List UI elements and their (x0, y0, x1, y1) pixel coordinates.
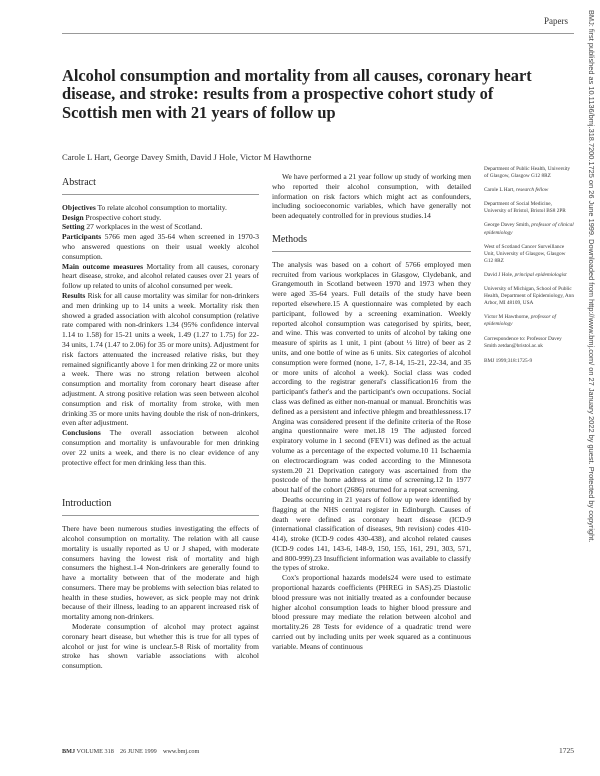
affiliation-person: George Davey Smith, (484, 222, 530, 229)
footer-info: VOLUME 318 26 JUNE 1999 www.bmj.com (76, 748, 200, 755)
abstract-label: Setting (62, 222, 85, 232)
article-title: Alcohol consumption and mortality from all causes, coronary heart disease, and stroke: results from a prospective cohort study of Scottish men with 21 years of follow up (62, 65, 532, 122)
affiliation (484, 286, 574, 307)
affiliation-role: professor of clinical epidemiology (484, 222, 574, 236)
article-authors: Carole L Hart, George Davey Smith, David J Hole, Victor M Hawthorne (62, 152, 312, 162)
affiliations-column (484, 166, 574, 372)
affiliation-text: University of Michigan, School of Public Health, Department of Epidemiology, Ann Arbor, MI 48109, USA (484, 286, 574, 307)
left-column (62, 172, 259, 671)
abstract-item (62, 213, 259, 223)
copyright-sidebar (584, 10, 598, 570)
abstract-text: 27 workplaces in the west of Scotland. (86, 222, 203, 232)
page-number: 1725 (559, 746, 574, 755)
affiliation (484, 222, 574, 236)
abstract-item (62, 262, 259, 291)
middle-column (272, 172, 471, 652)
abstract-text: 5766 men aged 35-64 when screened in 1970-3 who answered questions on their usual weekly alcohol consumption. (62, 232, 259, 261)
abstract-text: The overall association between alcohol consumption and mortality is unfavourable for men drinking over 22 units a week, and there is no clear evidence of any protective effect for men drinking less than this. (62, 428, 259, 467)
methods-paragraph: Deaths occurring in 21 years of follow up were identified by flagging at the NHS central register in Edinburgh. Causes of death were defined as coronary heart disease (ICD-9 (international classification of diseases, 9th revision) codes 410-414), stroke (ICD-9 codes 430-438), and alcohol related causes (ICD-9 codes 141, 143-6, 148-9, 150, 155, 161, 291, 303, 571, and 800-999).23 Insufficient information was available to classify the types of stroke. (272, 494, 471, 573)
citation-text: BMJ 1999;318:1725-9 (484, 357, 533, 364)
abstract-item (62, 232, 259, 261)
abstract-label: Objectives (62, 202, 96, 212)
citation (484, 358, 574, 365)
abstract-label: Participants (62, 232, 102, 242)
abstract-item (62, 428, 259, 467)
abstract-item (62, 203, 259, 213)
abstract-text: To relate alcohol consumption to mortality. (97, 202, 227, 212)
intro-continued: We have performed a 21 year follow up study of working men who reported their alcohol consumption, with detailed information on risk factors which might act as confounders, including socioeconomic variables, which have generally not been adequately controlled for in previous studies.14 (272, 172, 471, 221)
page-footer (62, 748, 574, 755)
abstract-text: Risk for all cause mortality was similar for non-drinkers and men drinking up to 14 units a week. Mortality risk then showed a graded association with alcohol consumption (relative rate compared with non-drinkers 1.34 (95% confidence interval 1.14 to 1.58) for 15-21 units a week, 1.49 (1.27 to 1.75) for 22-34 units, 1.74 (1.47 to 2.06) for 35 or more units). Adjustment for risk factors attenuated the increased relative risks, but they remained significantly above 1 for men drinking 22 or more units a week. There was no strong relation between alcohol consumption and mortality from coronary heart disease after adjustment. A strong positive relation was seen between alcohol consumption and risk of mortality from stroke, with men drinking 35 or more units having double the risk of non-drinkers, even after adjustment. (62, 290, 259, 428)
affiliation-person: Carole L Hart, (484, 187, 515, 194)
affiliation-role: research fellow (515, 187, 549, 194)
affiliation-text: West of Scotland Cancer Surveillance Unit, University of Glasgow, Glasgow G12 8RZ (484, 243, 566, 264)
abstract-label: Results (62, 290, 86, 300)
copyright-sidebar-text: BMJ: first published as 10.1136/bmj.318.7200.1725 on 26 June 1999. Downloaded from http://www.bmj.com/ on 27 January 2022 by guest. Protected by copyright. (587, 10, 596, 543)
abstract-label: Design (62, 212, 84, 222)
affiliation (484, 201, 574, 215)
affiliation-text: Department of Public Health, University of Glasgow, Glasgow G12 8RZ (484, 166, 571, 180)
introduction-rule (62, 515, 259, 516)
affiliation (484, 166, 574, 180)
affiliation (484, 272, 574, 279)
abstract-label: Conclusions (62, 428, 101, 438)
abstract-rule (62, 194, 259, 195)
methods-paragraph: Cox's proportional hazards models24 were used to estimate proportional hazards coefficients (PHREG in SAS).25 Diastolic blood pressure was not initially treated as a confounder because higher alcohol consumption leads to higher blood pressure and blood pressure may mediate the relation between alcohol and mortality.26 28 Tests for evidence of a quadratic trend were carried out by including units per week squared as a continuous variable. Means of continuous (272, 573, 471, 651)
affiliation-text: Department of Social Medicine, University of Bristol, Bristol BS8 2PR (484, 201, 566, 215)
methods-paragraph: The analysis was based on a cohort of 5766 employed men recruited from various workplaces in Glasgow, Clydebank, and Grangemouth in Scotland between 1970 and 1973 when they were aged 35-64 years. Full details of the study have been reported elsewhere.15 A questionnaire was completed by each participant, followed by a screening examination. Weekly reported alcohol consumption was categorised by spirits, beer, and wine. This was converted to units of alcohol by taking one measure of spirits as 1 unit, 1 pint (about ½ litre) of beer as 2 units, and one bottle of wine as 6 units. Six categories of alcohol consumption were formed (none, 1-7, 8-14, 15-21, 22-34, and 35 or more units of alcohol a week). Social class was coded according to the registrar general's classification16 from the participant's father's and the participant's own occupations. Social class was defined as either non-manual or manual. Bronchitis was defined as a persistent and infective phlegm and breathlessness.17 Angina was considered present if the definite criteria of the Rose angina questionnaire were met.18 19 The adjusted forced expiratory volume in 1 second (FEV1) was defined as the actual volume as a percentage of the expected volume.10 11 Ischaemia on electrocardiogram was coded according to the Minnesota system.20 21 Deprivation category was ascertained from the postcode of the home address at time of screening.12 In 1977 about half of the cohort (2686) returned for a repeat screening. (272, 259, 471, 495)
correspondence (484, 336, 574, 350)
abstract-item (62, 222, 259, 232)
section-tag: Papers (544, 16, 568, 26)
abstract-heading: Abstract (62, 177, 96, 188)
abstract-body (62, 203, 259, 468)
abstract-label: Main outcome measures (62, 261, 144, 271)
footer-journal: BMJ (62, 748, 76, 755)
abstract-text: Prospective cohort study. (85, 212, 162, 222)
abstract-item (62, 291, 259, 428)
abstract-text: Mortality from all causes, coronary heart disease, stroke, and alcohol related causes over 21 years of follow up related to units of alcohol consumed per week. (62, 261, 260, 291)
affiliation (484, 244, 574, 265)
affiliation (484, 314, 574, 328)
affiliation-person: David J Hole, (484, 271, 514, 278)
affiliation-role: principal epidemiologist (514, 271, 567, 278)
introduction-heading: Introduction (62, 498, 112, 510)
intro-paragraph: There have been numerous studies investigating the effects of alcohol consumption on mortality. The relation with all cause mortality is usually reported as U or J shaped, with moderate consumers having the lowest risk of mortality and high consumers the highest.1-4 Non-drinkers are generally found to have a mortality between that of the moderate and high consumers. There may be problems with selection bias related to health in these studies, however, as sick people may not drink because of their illness, leading to an apparent increased risk of mortality among non-drinkers. (62, 524, 259, 622)
affiliation-role: professor of epidemiology (484, 314, 557, 328)
affiliation-person: Victor M Hawthorne, (484, 314, 530, 321)
methods-rule (272, 251, 471, 252)
correspondence-text: Correspondence to: Professor Davey Smith zetdan@bristol.ac.uk (484, 335, 562, 349)
header-rule (62, 33, 574, 34)
intro-paragraph: Moderate consumption of alcohol may protect against coronary heart disease, but whether this is true for all types of alcohol or just for wine is unclear.5-8 Risk of mortality from stroke has shown variable associations with alcohol consumption. (62, 622, 259, 671)
methods-heading: Methods (272, 233, 307, 245)
affiliation (484, 187, 574, 194)
